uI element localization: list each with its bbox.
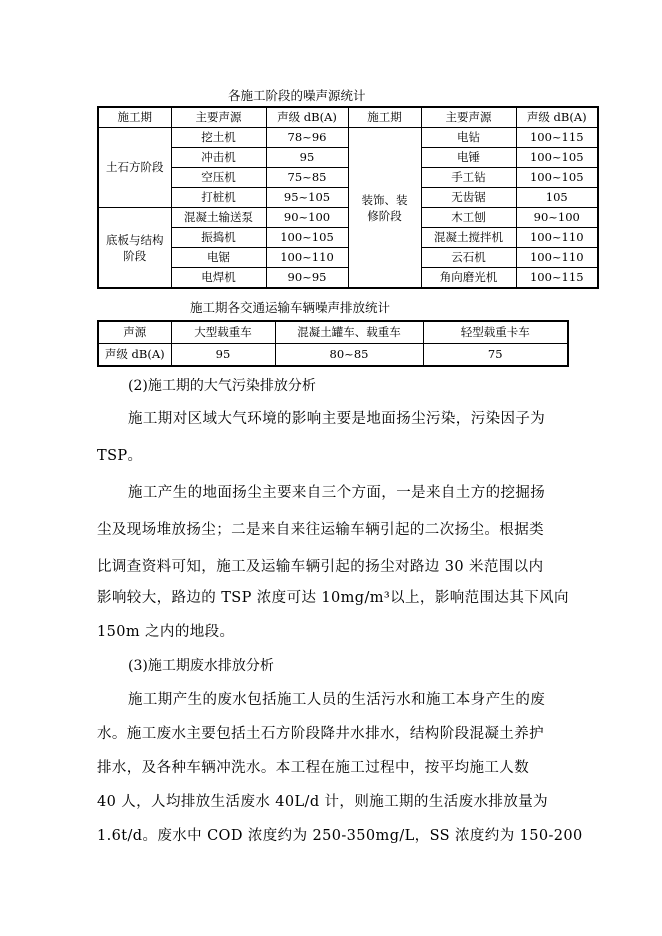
phase-label: 装饰、装修阶段	[361, 192, 408, 223]
level-cell: 90~100	[516, 208, 598, 228]
text-line: 1.6t/d。废水中 COD 浓度约为 250-350mg/L，SS 浓度约为 150-200	[97, 828, 583, 844]
source-cell: 电钻	[421, 128, 516, 148]
source-cell: 混凝土输送泵	[171, 208, 266, 228]
row-label-cell: 声级 dB(A)	[98, 344, 171, 367]
header-cell: 施工期	[348, 107, 421, 128]
text-line: 影响较大，路边的 TSP 浓度可达 10mg/m³以上，影响范围达其下风向	[97, 590, 569, 606]
source-cell: 挖土机	[171, 128, 266, 148]
text-line: 尘及现场堆放扬尘；二是来自来往运输车辆引起的二次扬尘。根据类	[97, 522, 544, 538]
source-cell: 振捣机	[171, 228, 266, 248]
table2-caption: 施工期各交通运输车辆噪声排放统计	[190, 300, 391, 315]
header-cell: 混凝土罐车、载重车	[275, 321, 423, 344]
text-line: 40 人，人均排放生活废水 40L/d 计，则施工期的生活废水排放量为	[97, 794, 549, 810]
level-cell: 105	[516, 188, 598, 208]
text-line: TSP。	[97, 448, 143, 464]
level-cell: 78~96	[266, 128, 348, 148]
text-line: 150m 之内的地段。	[97, 624, 235, 640]
noise-source-table	[97, 106, 599, 289]
level-cell: 90~95	[266, 268, 348, 289]
source-cell: 打桩机	[171, 188, 266, 208]
source-cell: 冲击机	[171, 148, 266, 168]
header-cell: 声级 dB(A)	[516, 107, 598, 128]
level-cell: 80~85	[275, 344, 423, 367]
source-cell: 电焊机	[171, 268, 266, 289]
header-cell: 声源	[98, 321, 171, 344]
level-cell: 100~115	[516, 128, 598, 148]
phase-label: 底板与结构阶段	[106, 232, 164, 263]
source-cell: 电锤	[421, 148, 516, 168]
level-cell: 100~110	[266, 248, 348, 268]
level-cell: 100~115	[516, 268, 598, 289]
source-cell: 电锯	[171, 248, 266, 268]
source-cell: 空压机	[171, 168, 266, 188]
header-cell: 主要声源	[421, 107, 516, 128]
header-cell: 声级 dB(A)	[266, 107, 348, 128]
level-cell: 95	[266, 148, 348, 168]
source-cell: 木工刨	[421, 208, 516, 228]
text-line: 施工产生的地面扬尘主要来自三个方面，一是来自土方的挖掘扬	[128, 485, 546, 501]
level-cell: 75~85	[266, 168, 348, 188]
level-cell: 75	[423, 344, 568, 367]
level-cell: 95	[171, 344, 275, 367]
text-line: 施工期对区域大气环境的影响主要是地面扬尘污染，污染因子为	[128, 411, 546, 427]
vehicle-noise-table	[97, 320, 569, 367]
phase-cell: 土石方阶段	[98, 128, 171, 208]
header-cell: 施工期	[98, 107, 171, 128]
text-line: 排水，及各种车辆冲洗水。本工程在施工过程中，按平均施工人数	[97, 760, 530, 776]
level-cell: 100~110	[516, 228, 598, 248]
table1-caption: 各施工阶段的噪声源统计	[228, 88, 366, 103]
phase-cell	[98, 208, 171, 289]
level-cell: 100~105	[266, 228, 348, 248]
text-line: 比调查资料可知，施工及运输车辆引起的扬尘对路边 30 米范围以内	[97, 559, 544, 575]
source-cell: 无齿锯	[421, 188, 516, 208]
header-cell: 主要声源	[171, 107, 266, 128]
table-header-row	[98, 107, 598, 128]
table-row	[98, 344, 568, 367]
text-line: 水。施工废水主要包括土石方阶段降井水排水，结构阶段混凝土养护	[97, 726, 544, 742]
source-cell: 角向磨光机	[421, 268, 516, 289]
header-cell: 轻型载重卡车	[423, 321, 568, 344]
table-header-row	[98, 321, 568, 344]
section2-heading: (2)施工期的大气污染排放分析	[128, 378, 316, 394]
level-cell: 100~105	[516, 148, 598, 168]
section3-heading: (3)施工期废水排放分析	[128, 658, 274, 674]
level-cell: 90~100	[266, 208, 348, 228]
source-cell: 混凝土搅拌机	[421, 228, 516, 248]
phase-cell	[348, 128, 421, 289]
level-cell: 100~105	[516, 168, 598, 188]
source-cell: 手工钻	[421, 168, 516, 188]
source-cell: 云石机	[421, 248, 516, 268]
level-cell: 100~110	[516, 248, 598, 268]
header-cell: 大型载重车	[171, 321, 275, 344]
text-line: 施工期产生的废水包括施工人员的生活污水和施工本身产生的废	[128, 692, 546, 708]
level-cell: 95~105	[266, 188, 348, 208]
table-row	[98, 128, 598, 148]
